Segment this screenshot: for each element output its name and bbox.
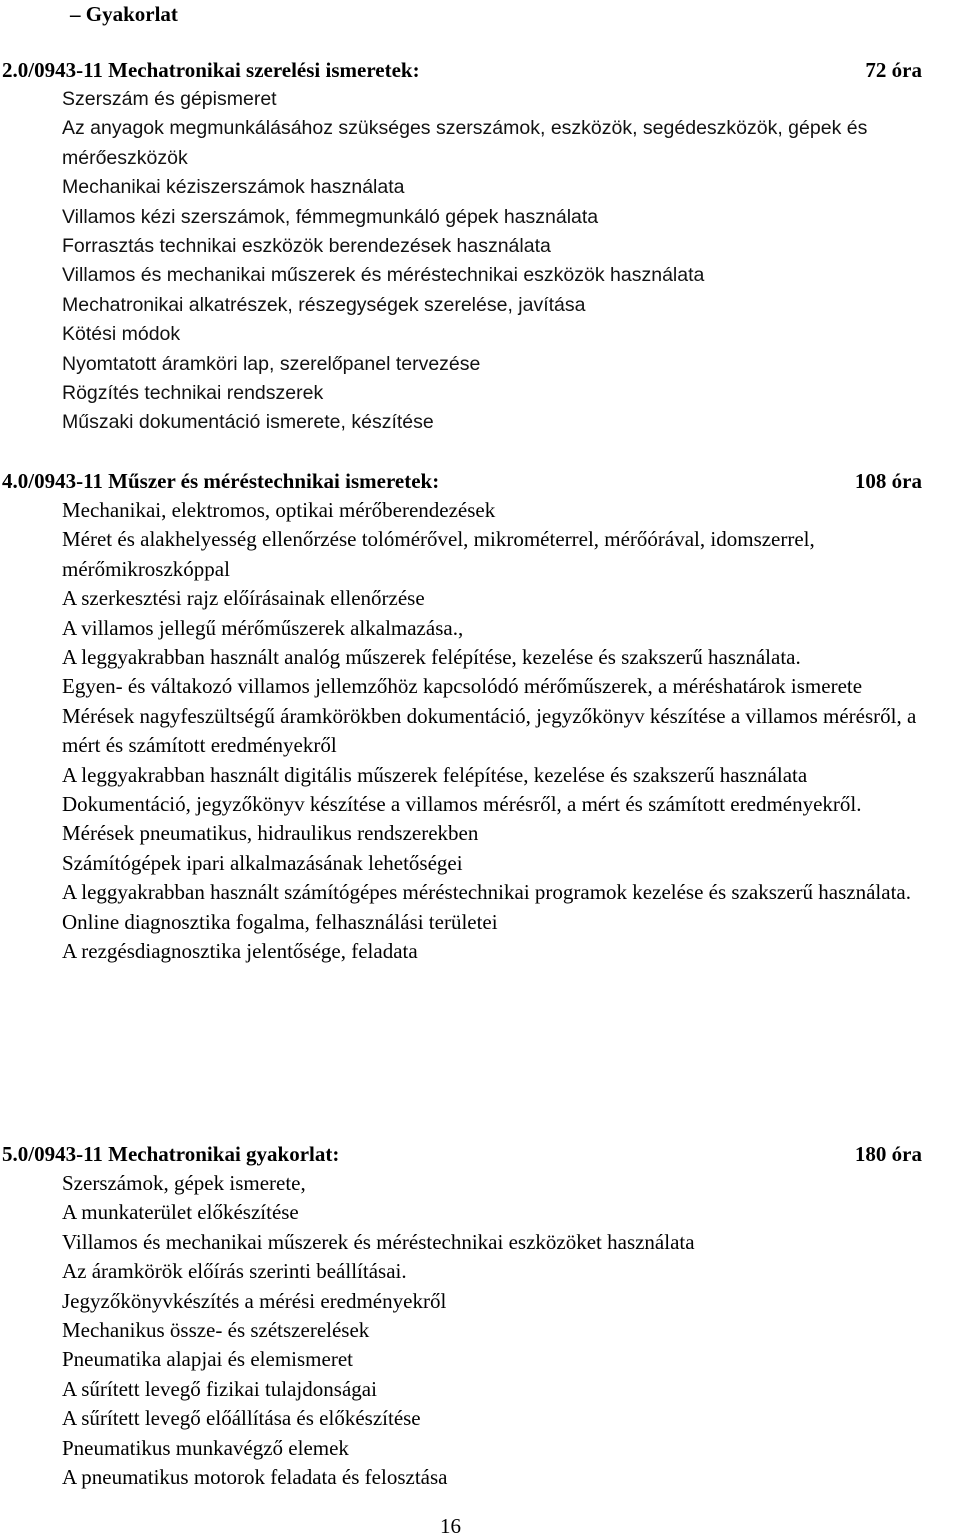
section-hours: 72 óra bbox=[865, 58, 922, 82]
section-header bbox=[0, 56, 930, 85]
section-title: 2.0/0943-11 Mechatronikai szerelési ismeretek: bbox=[2, 58, 420, 82]
list-item: Dokumentáció, jegyzőkönyv készítése a villamos mérésről, a mért és számított eredményekről. bbox=[62, 792, 862, 817]
list-item: Egyen- és váltakozó villamos jellemzőhöz kapcsolódó mérőműszerek, a méréshatárok ismerete bbox=[62, 674, 863, 699]
list-item: A leggyakrabban használt analóg műszerek felépítése, kezelése és szakszerű használata. bbox=[62, 645, 801, 670]
list-item: Jegyzőkönyvkészítés a mérési eredményekről bbox=[62, 1288, 447, 1313]
list-item: Az áramkörök előírás szerinti beállításai. bbox=[62, 1259, 407, 1284]
list-item: Rögzítés technikai rendszerek bbox=[62, 382, 324, 405]
list-item: Műszaki dokumentáció ismerete, készítése bbox=[62, 411, 434, 434]
list-item: Az anyagok megmunkálásához szükséges szerszámok, eszközök, segédeszközök, gépek és mérőeszközök bbox=[62, 117, 868, 169]
section-hours: 180 óra bbox=[854, 1142, 922, 1166]
list-item: Pneumatika alapjai és elemismeret bbox=[62, 1347, 353, 1372]
list-item: A villamos jellegű mérőműszerek alkalmazása., bbox=[62, 615, 464, 640]
section-2 bbox=[0, 56, 930, 438]
list-item: Kötési módok bbox=[62, 323, 181, 346]
list-item: Forrasztás technikai eszközök berendezések használata bbox=[62, 235, 551, 258]
section-header bbox=[0, 1140, 930, 1169]
list-item: A sűrített levegő előállítása és előkészítése bbox=[62, 1406, 421, 1431]
list-item: A leggyakrabban használt digitális műszerek felépítése, kezelése és szakszerű használata bbox=[62, 762, 808, 787]
list-item: Méret és alakhelyesség ellenőrzése tolómérővel, mikrométerrel, mérőórával, idomszerrel, mérőmikroszkóppal bbox=[62, 527, 815, 581]
list-item: Mechanikai kéziszerszámok használata bbox=[62, 176, 405, 199]
list-item: Mechanikus össze- és szétszerelések bbox=[62, 1318, 370, 1343]
section-title: 4.0/0943-11 Műszer és méréstechnikai ismeretek: bbox=[2, 469, 440, 493]
section-header bbox=[0, 467, 930, 496]
section-title: 5.0/0943-11 Mechatronikai gyakorlat: bbox=[2, 1142, 340, 1166]
list-item: Mérések nagyfeszültségű áramkörökben dokumentáció, jegyzőkönyv készítése a villamos mérésről, a mért és számított eredményekről bbox=[62, 703, 917, 758]
list-item: A munkaterület előkészítése bbox=[62, 1200, 299, 1225]
list-item: Villamos és mechanikai műszerek és méréstechnikai eszközöket használata bbox=[62, 1229, 695, 1254]
list-item: Számítógépek ipari alkalmazásának lehetőségei bbox=[62, 850, 463, 875]
list-item: A sűrített levegő fizikai tulajdonságai bbox=[62, 1376, 377, 1401]
page-heading: – Gyakorlat bbox=[70, 2, 178, 26]
page-number: 16 bbox=[440, 1514, 461, 1538]
section-hours: 108 óra bbox=[854, 469, 922, 493]
list-item: Szerszám és gépismeret bbox=[62, 88, 277, 110]
list-item: Nyomtatott áramköri lap, szerelőpanel tervezése bbox=[62, 352, 481, 375]
list-item: Mérések pneumatikus, hidraulikus rendszerekben bbox=[62, 821, 479, 846]
list-item: Szerszámok, gépek ismerete, bbox=[62, 1171, 306, 1195]
list-item: Villamos és mechanikai műszerek és méréstechnikai eszközök használata bbox=[62, 264, 705, 287]
section-item-list bbox=[0, 496, 930, 967]
section-item-list bbox=[0, 1169, 930, 1492]
section-item-list bbox=[0, 85, 930, 438]
section-5 bbox=[0, 1140, 930, 1492]
list-item: Mechatronikai alkatrészek, részegységek szerelése, javítása bbox=[62, 293, 586, 316]
list-item: Pneumatikus munkavégző elemek bbox=[62, 1435, 349, 1460]
section-4 bbox=[0, 467, 930, 967]
list-item: Mechanikai, elektromos, optikai mérőberendezések bbox=[62, 498, 496, 522]
list-item: Online diagnosztika fogalma, felhasználási területei bbox=[62, 909, 498, 934]
list-item: A leggyakrabban használt számítógépes méréstechnikai programok kezelése és szakszerű használata. bbox=[62, 880, 911, 905]
list-item: Villamos kézi szerszámok, fémmegmunkáló gépek használata bbox=[62, 205, 599, 228]
list-item: A pneumatikus motorok feladata és felosztása bbox=[62, 1465, 448, 1490]
list-item: A rezgésdiagnosztika jelentősége, feladata bbox=[62, 939, 418, 964]
list-item: A szerkesztési rajz előírásainak ellenőrzése bbox=[62, 586, 425, 611]
